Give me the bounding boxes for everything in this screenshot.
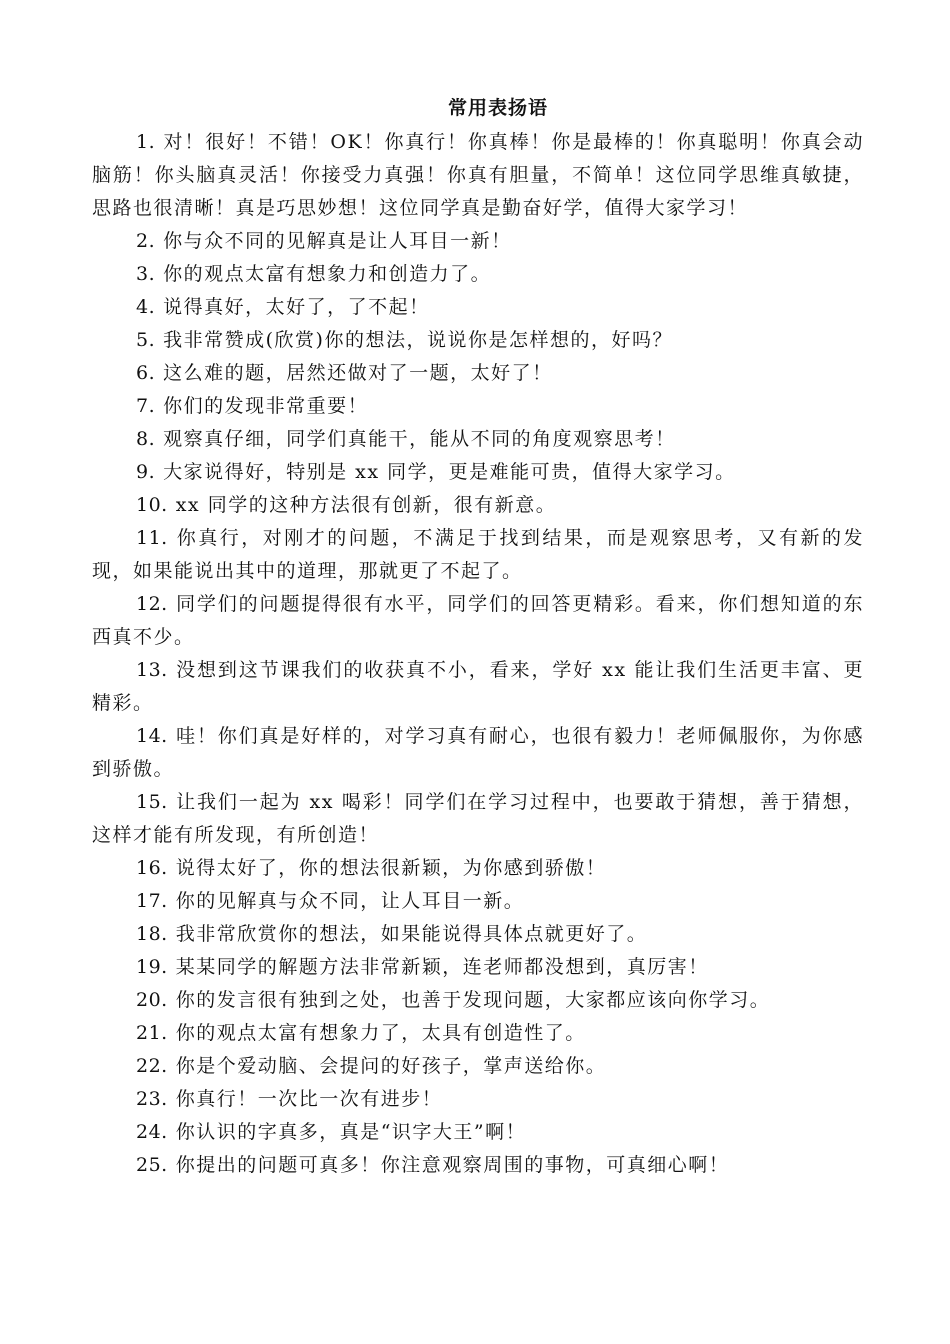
list-item	[92, 885, 864, 918]
item-number: 25.	[136, 1154, 168, 1176]
item-number: 14.	[136, 725, 168, 747]
item-text: xx 同学的这种方法很有创新，很有新意。	[175, 494, 557, 516]
item-text: 这么难的题，居然还做对了一题，太好了！	[163, 362, 553, 384]
item-number: 17.	[136, 890, 168, 912]
item-text: 你真行！一次比一次有进步！	[175, 1088, 443, 1110]
item-number: 7.	[136, 395, 156, 417]
list-item	[92, 291, 864, 324]
item-number: 22.	[136, 1055, 168, 1077]
list-item	[92, 588, 864, 654]
item-number: 11.	[136, 527, 168, 549]
list-item	[92, 918, 864, 951]
item-text: 你提出的问题可真多！你注意观察周围的事物，可真细心啊！	[175, 1154, 730, 1176]
item-text: 你的观点太富有想象力了，太具有创造性了。	[175, 1022, 586, 1044]
item-text: 让我们一起为 xx 喝彩！同学们在学习过程中，也要敢于猜想，善于猜想，这样才能有所发现，有所创造！	[92, 791, 864, 846]
item-text: 你认识的字真多，真是“识字大王”啊！	[175, 1121, 527, 1143]
item-text: 同学们的问题提得很有水平，同学们的回答更精彩。看来，你们想知道的东西真不少。	[92, 593, 864, 648]
item-number: 16.	[136, 857, 168, 879]
item-text: 你是个爱动脑、会提问的好孩子，掌声送给你。	[175, 1055, 607, 1077]
list-item	[92, 258, 864, 291]
list-item	[92, 456, 864, 489]
list-item	[92, 654, 864, 720]
list-item	[92, 1116, 864, 1149]
list-item	[92, 522, 864, 588]
item-text: 你们的发现非常重要！	[163, 395, 369, 417]
document-page	[92, 93, 864, 1182]
list-item	[92, 1017, 864, 1050]
praise-list	[92, 126, 864, 1182]
item-number: 18.	[136, 923, 168, 945]
item-text: 我非常赞成(欣赏)你的想法，说说你是怎样想的，好吗？	[163, 329, 673, 351]
item-number: 12.	[136, 593, 168, 615]
item-number: 23.	[136, 1088, 168, 1110]
list-item	[92, 423, 864, 456]
item-text: 哇！你们真是好样的，对学习真有耐心，也很有毅力！老师佩服你，为你感到骄傲。	[92, 725, 864, 780]
list-item	[92, 390, 864, 423]
item-text: 观察真仔细，同学们真能干，能从不同的角度观察思考！	[163, 428, 676, 450]
list-item	[92, 126, 864, 225]
list-item	[92, 852, 864, 885]
item-text: 大家说得好，特别是 xx 同学，更是难能可贵，值得大家学习。	[163, 461, 736, 483]
list-item	[92, 1083, 864, 1116]
item-text: 你真行，对刚才的问题，不满足于找到结果，而是观察思考，又有新的发现，如果能说出其中的道理，那就更了不起了。	[92, 527, 864, 582]
item-number: 6.	[136, 362, 156, 384]
list-item	[92, 324, 864, 357]
item-number: 13.	[136, 659, 168, 681]
item-text: 你的见解真与众不同，让人耳目一新。	[175, 890, 525, 912]
item-number: 24.	[136, 1121, 168, 1143]
item-number: 8.	[136, 428, 156, 450]
item-number: 9.	[136, 461, 156, 483]
list-item	[92, 1050, 864, 1083]
list-item	[92, 489, 864, 522]
item-number: 15.	[136, 791, 168, 813]
item-number: 5.	[136, 329, 156, 351]
item-text: 你的观点太富有想象力和创造力了。	[163, 263, 492, 285]
document-title: 常用表扬语	[447, 97, 548, 119]
item-number: 10.	[136, 494, 168, 516]
item-number: 1.	[136, 131, 156, 153]
item-number: 20.	[136, 989, 168, 1011]
list-item	[92, 720, 864, 786]
item-text: 你的发言很有独到之处，也善于发现问题，大家都应该向你学习。	[175, 989, 771, 1011]
list-item	[92, 1149, 864, 1182]
item-number: 4.	[136, 296, 156, 318]
item-text: 某某同学的解题方法非常新颖，连老师都没想到，真厉害！	[175, 956, 709, 978]
item-number: 2.	[136, 230, 156, 252]
item-number: 21.	[136, 1022, 168, 1044]
item-text: 对！很好！不错！OK！你真行！你真棒！你是最棒的！你真聪明！你真会动脑筋！你头脑真灵活！你接受力真强！你真有胆量，不简单！这位同学思维真敏捷，思路也很清晰！真是巧思妙想！这位同学真是勤奋好学，值得大家学习！	[92, 131, 864, 219]
list-item	[92, 984, 864, 1017]
item-text: 我非常欣赏你的想法，如果能说得具体点就更好了。	[175, 923, 648, 945]
item-number: 19.	[136, 956, 168, 978]
list-item	[92, 357, 864, 390]
list-item	[92, 951, 864, 984]
item-text: 说得真好，太好了，了不起！	[163, 296, 430, 318]
item-text: 说得太好了，你的想法很新颖，为你感到骄傲！	[175, 857, 607, 879]
item-number: 3.	[136, 263, 156, 285]
item-text: 没想到这节课我们的收获真不小，看来，学好 xx 能让我们生活更丰富、更精彩。	[92, 659, 864, 714]
list-item	[92, 786, 864, 852]
list-item	[92, 225, 864, 258]
item-text: 你与众不同的见解真是让人耳目一新！	[163, 230, 512, 252]
